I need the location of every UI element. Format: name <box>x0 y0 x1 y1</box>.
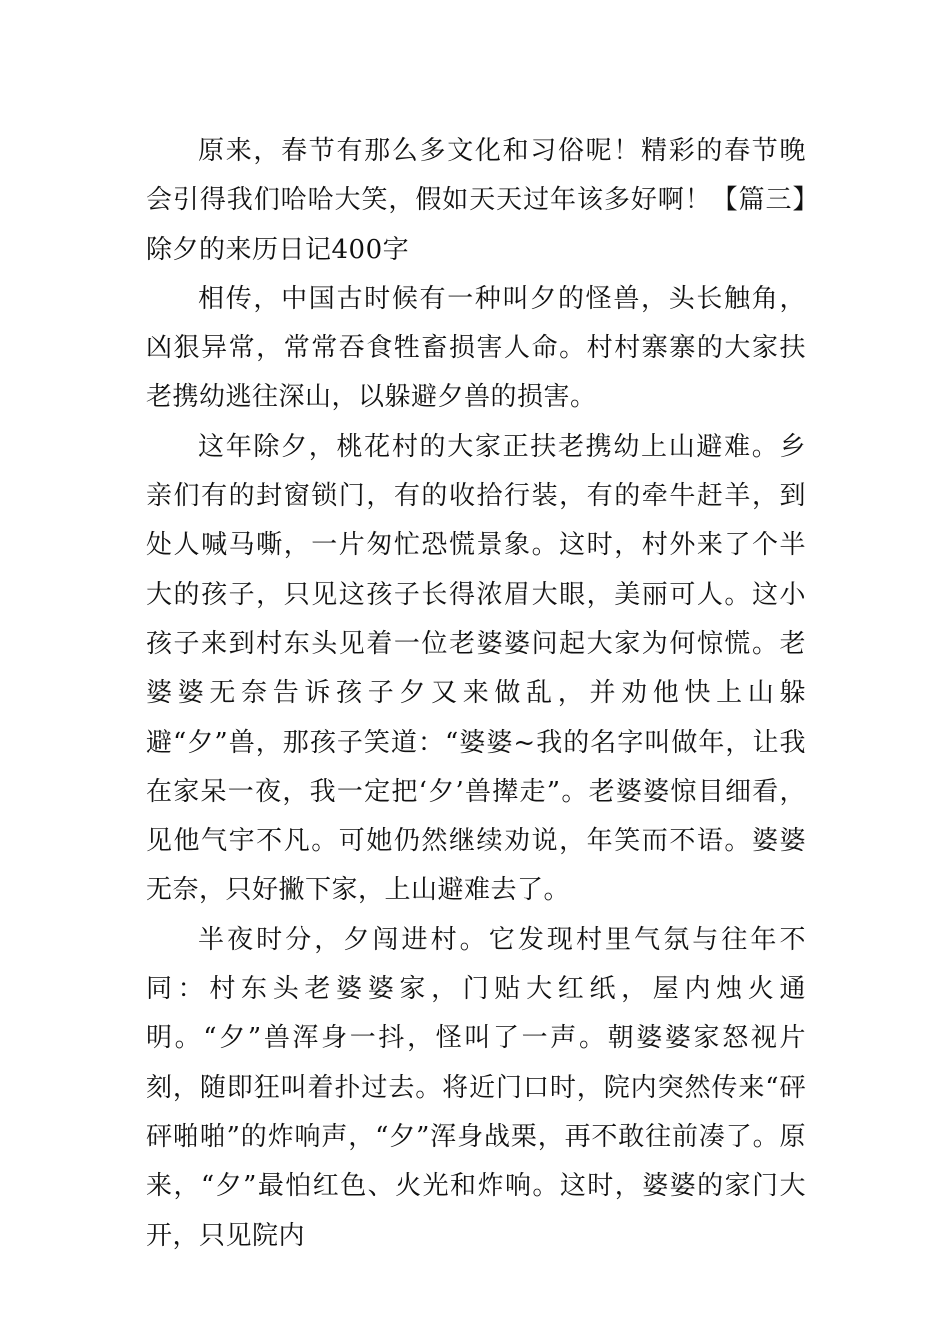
paragraph-3: 这年除夕，桃花村的大家正扶老携幼上山避难。乡亲们有的封窗锁门，有的收拾行装，有的牵牛赶羊，到处人喊马嘶，一片匆忙恐慌景象。这时，村外来了个半大的孩子，只见这孩子长得浓眉大眼，美丽可人。这小孩子来到村东头见着一位老婆婆问起大家为何惊慌。老婆婆无奈告诉孩子夕又来做乱，并劝他快上山躲避“夕”兽，那孩子笑道：“婆婆~我的名字叫做年，让我在家呆一夜，我一定把‘夕’兽撵走”。老婆婆惊目细看，见他气宇不凡。可她仍然继续劝说，年笑而不语。婆婆无奈，只好撇下家，上山避难去了。 <box>146 431 806 906</box>
paragraph-4: 半夜时分，夕闯进村。它发现村里气氛与往年不同：村东头老婆婆家，门贴大红纸，屋内烛火通明。“夕”兽浑身一抖，怪叫了一声。朝婆婆家怒视片刻，随即狂叫着扑过去。将近门口时，院内突然传来“砰砰啪啪”的炸响声，“夕”浑身战栗，再不敢往前凑了。原来，“夕”最怕红色、火光和炸响。这时，婆婆的家门大开，只见院内 <box>146 924 806 1251</box>
paragraph-1: 原来，春节有那么多文化和习俗呢！精彩的春节晚会引得我们哈哈大笑，假如天天过年该多好啊！【篇三】除夕的来历日记400字 <box>146 136 806 265</box>
document-body <box>146 127 806 1261</box>
paragraph-2: 相传，中国古时候有一种叫夕的怪兽，头长触角，凶狠异常，常常吞食牲畜损害人命。村村寨寨的大家扶老携幼逃往深山，以躲避夕兽的损害。 <box>146 283 806 413</box>
